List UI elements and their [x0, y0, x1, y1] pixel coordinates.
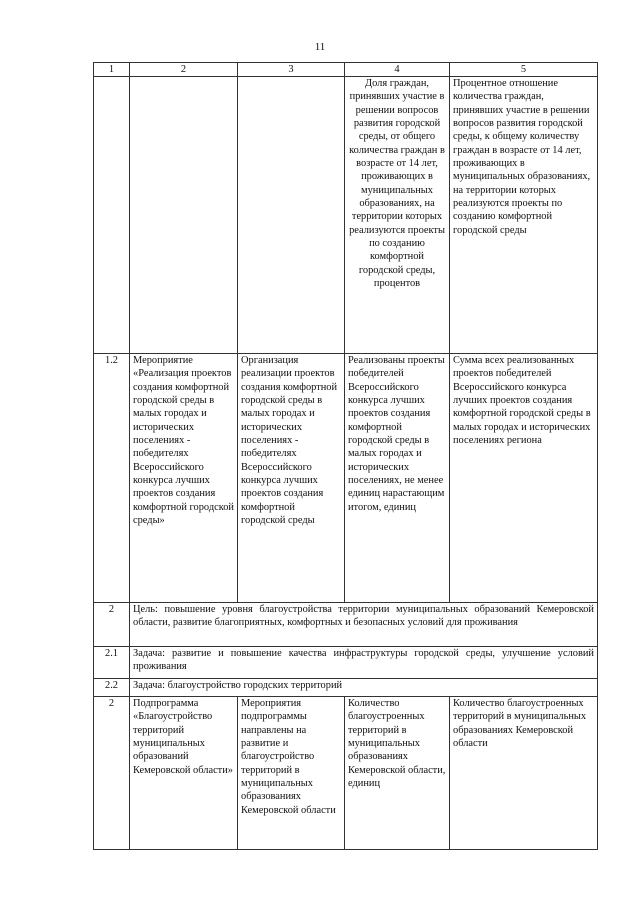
header-cell-4: 4 [345, 63, 450, 77]
description-cell: Мероприятия подпрограммы направлены на развитие и благоустройство территорий в муниципальных образованиях Кемеровской области [238, 697, 345, 850]
name-cell: Мероприятие «Реализация проектов создания комфортной городской среды в малых городах и исторических поселениях - победителях Всероссийского конкурса лучших проектов создания комфортной городской среды» [130, 354, 238, 603]
method-cell: Количество благоустроенных территорий в муниципальных образованиях Кемеровской области [450, 697, 598, 850]
header-cell-3: 3 [238, 63, 345, 77]
header-cell-2: 2 [130, 63, 238, 77]
row-number-cell: 2 [94, 603, 130, 647]
header-cell-5: 5 [450, 63, 598, 77]
indicator-table [93, 62, 598, 850]
table-row [94, 647, 598, 679]
method-cell: Процентное отношение количества граждан, принявших участие в решении вопросов развития городской среды, к общему количеству граждан в возрасте от 14 лет, проживающих в муниципальных образованиях, на территории которых реализуются проекты по созданию комфортной городской среды [450, 77, 598, 354]
header-cell-1: 1 [94, 63, 130, 77]
row-number-cell: 2 [94, 697, 130, 850]
name-cell: Подпрограмма «Благоустройство территорий муниципальных образований Кемеровской области» [130, 697, 238, 850]
row-number-cell: 2.2 [94, 679, 130, 697]
table-row [94, 354, 598, 603]
table-row [94, 603, 598, 647]
table-row [94, 697, 598, 850]
description-cell [238, 77, 345, 354]
indicator-cell: Реализованы проекты победителей Всероссийского конкурса лучших проектов создания комфортной городской среды в малых городах и исторических поселениях, не менее единиц нарастающим итогом, единиц [345, 354, 450, 603]
row-number-cell [94, 77, 130, 354]
description-cell: Организация реализации проектов создания комфортной городской среды в малых городах и исторических поселениях - победителях Всероссийского конкурса лучших проектов создания комфортной городской среды [238, 354, 345, 603]
table-row [94, 679, 598, 697]
row-number-cell: 1.2 [94, 354, 130, 603]
method-cell: Сумма всех реализованных проектов победителей Всероссийского конкурса лучших проектов создания комфортной городской среды в малых городах и исторических поселениях региона [450, 354, 598, 603]
indicator-cell: Количество благоустроенных территорий в муниципальных образованиях Кемеровской области, единиц [345, 697, 450, 850]
page-number: 11 [314, 41, 326, 53]
indicator-cell: Доля граждан, принявших участие в решении вопросов развития городской среды, от общего количества граждан в возрасте от 14 лет, проживающих в муниципальных образованиях, на территории которых реализуются проекты по созданию комфортной городской среды, процентов [345, 77, 450, 354]
task-cell: Задача: развитие и повышение качества инфраструктуры городской среды, улучшение условий проживания [130, 647, 598, 679]
table-header-row [94, 63, 598, 77]
task-cell: Задача: благоустройство городских территорий [130, 679, 598, 697]
goal-cell: Цель: повышение уровня благоустройства территории муниципальных образований Кемеровской области, развитие благоприятных, комфортных и безопасных условий для проживания [130, 603, 598, 647]
table-row [94, 77, 598, 354]
name-cell [130, 77, 238, 354]
row-number-cell: 2.1 [94, 647, 130, 679]
